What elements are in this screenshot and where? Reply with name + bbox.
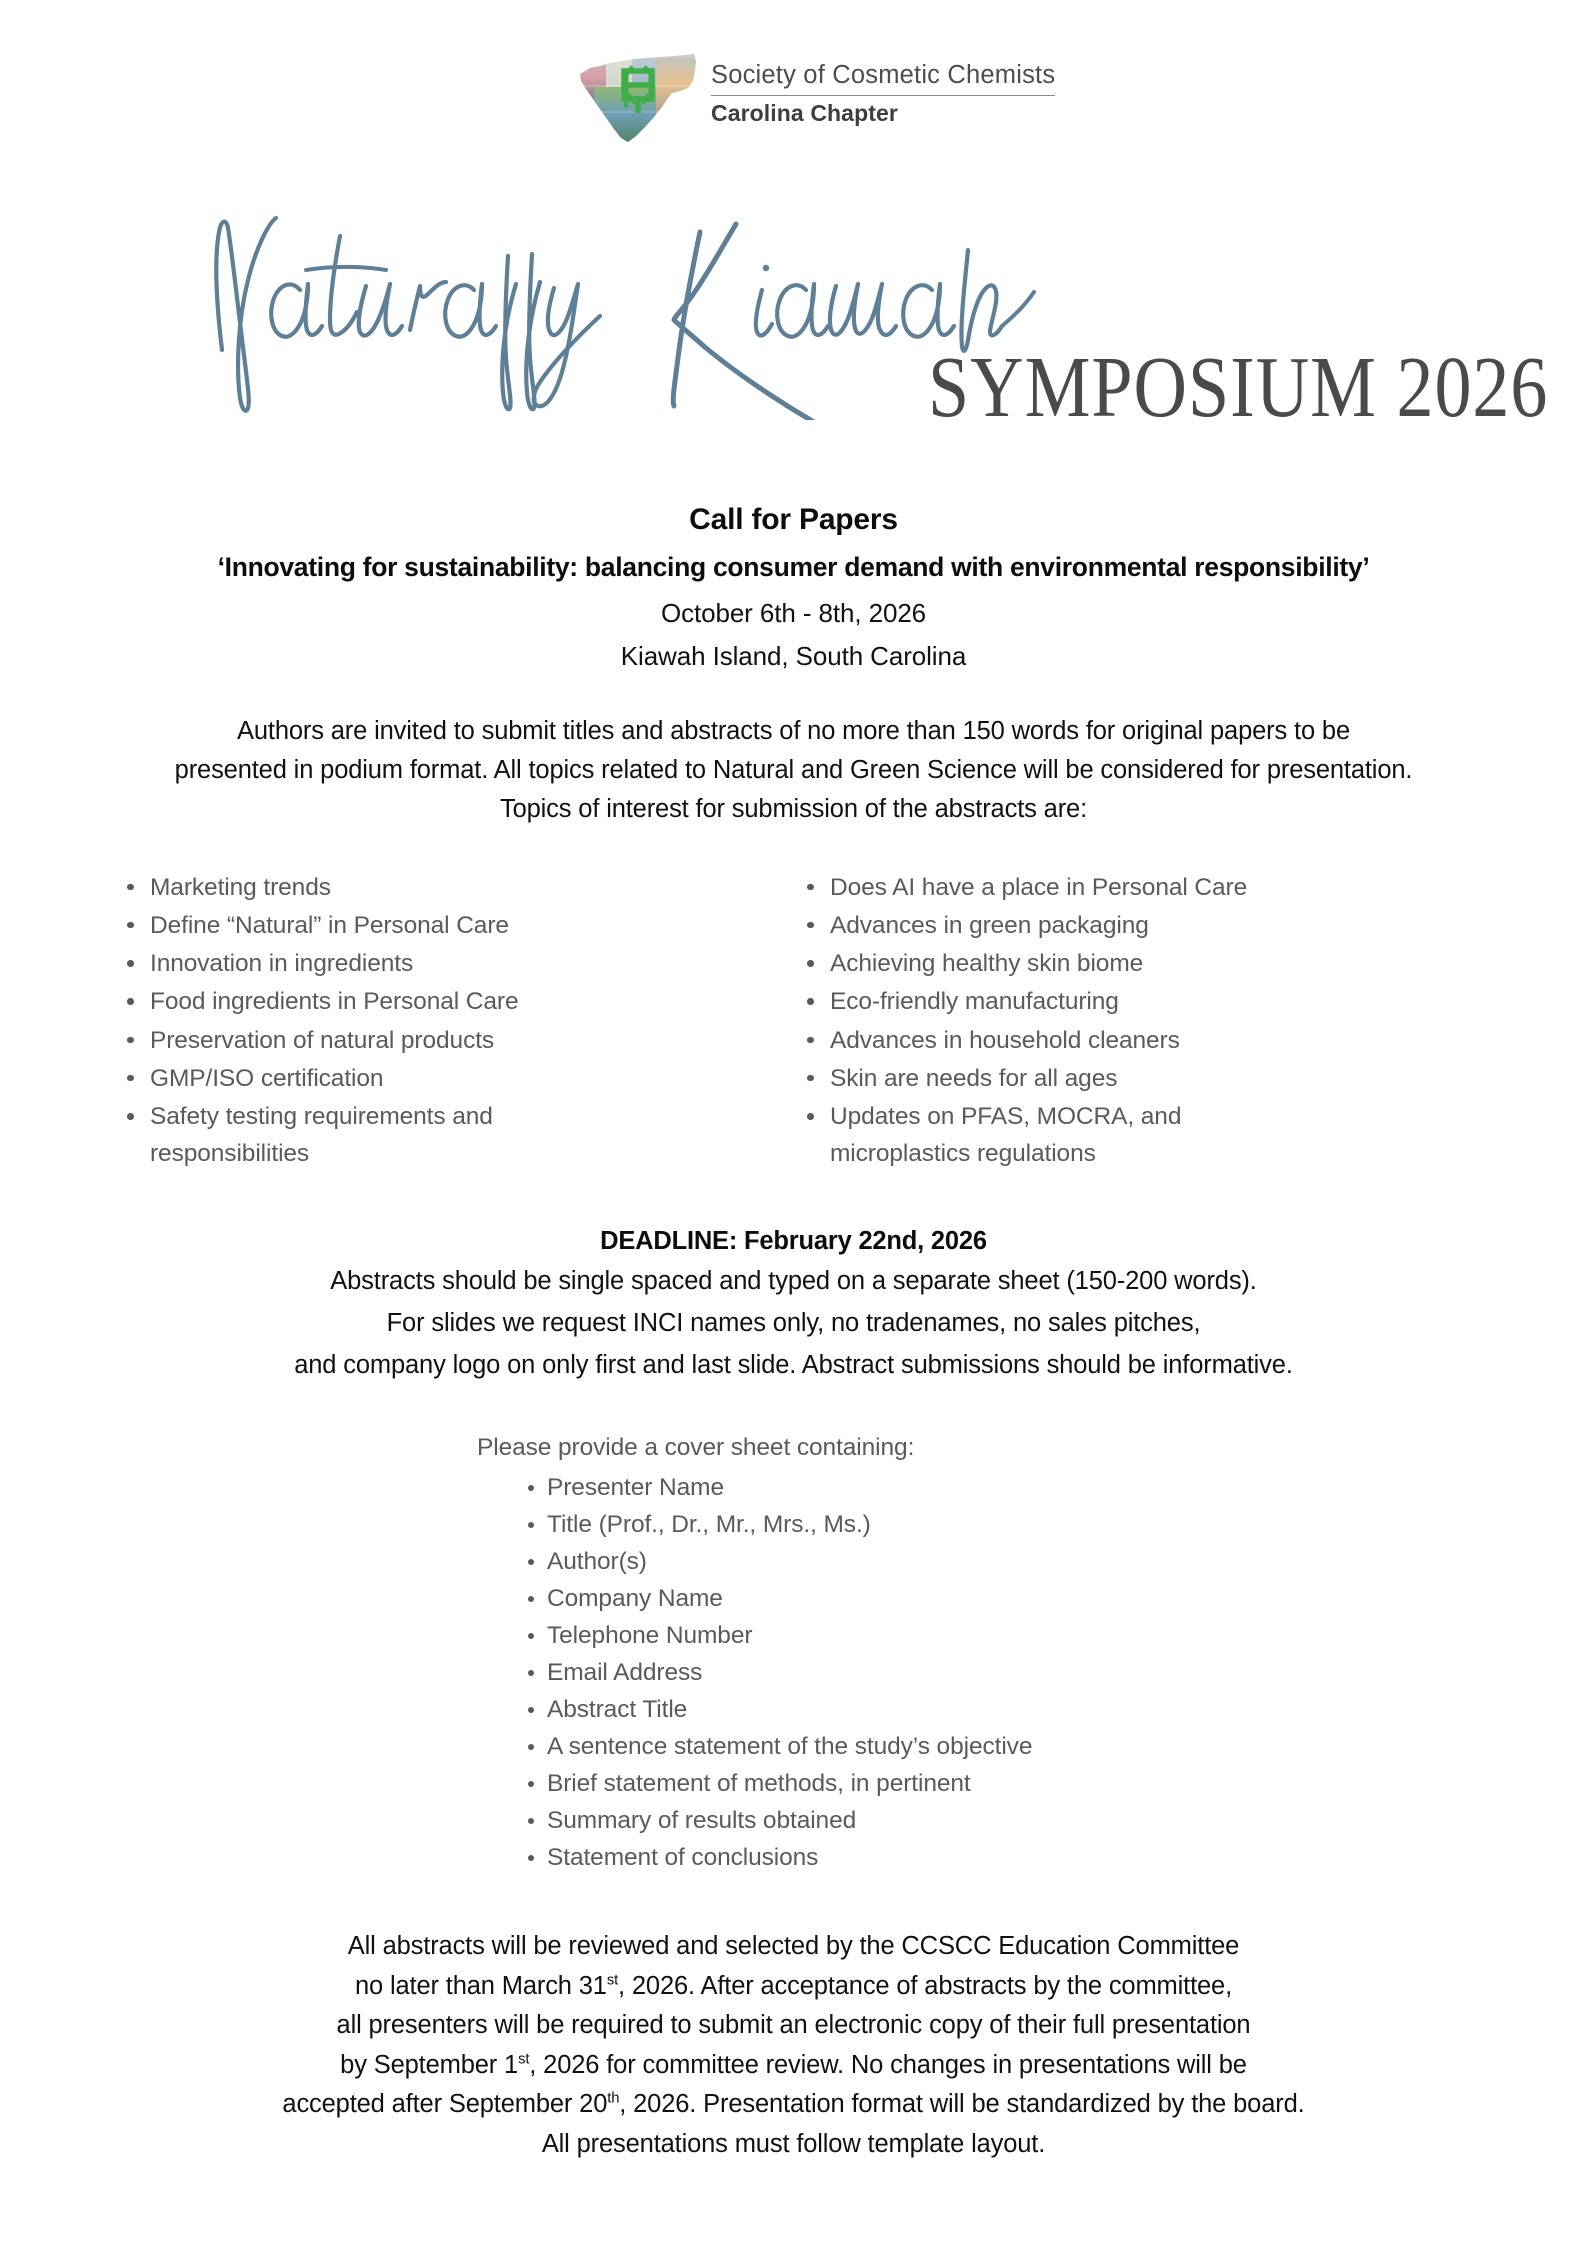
deadline-line-1: Abstracts should be single spaced and typed on a separate sheet (150-200 words).: [330, 1267, 1257, 1296]
closing-line-5-b: , 2026. Presentation format will be standardized by the board.: [619, 2090, 1305, 2119]
symposium-year-text: SYMPOSIUM 2026: [928, 338, 1549, 420]
list-item: Innovation in ingredients: [118, 945, 598, 982]
cover-sheet-section: [0, 1430, 1587, 1877]
ordinal-suffix: th: [607, 2090, 620, 2107]
review-process-paragraph: [0, 1927, 1587, 2164]
closing-line-1: All abstracts will be reviewed and selected by the CCSCC Education Committee: [347, 1932, 1240, 1961]
deadline-section: [0, 1224, 1587, 1385]
closing-line-2: [60, 1967, 1527, 2007]
intro-paragraph: [0, 712, 1587, 828]
list-item: Skin are needs for all ages: [798, 1060, 1278, 1097]
list-item: A sentence statement of the study’s objective: [521, 1729, 1587, 1766]
closing-line-2-b: , 2026. After acceptance of abstracts by the committee,: [618, 1971, 1233, 2000]
closing-line-4-a: by September 1: [340, 2050, 519, 2079]
logo-wordmark: [711, 59, 1055, 126]
intro-line-3: Topics of interest for submission of the abstracts are:: [499, 794, 1088, 823]
closing-line-6: All presentations must follow template layout.: [541, 2129, 1046, 2158]
list-item: Summary of results obtained: [521, 1803, 1587, 1840]
closing-line-5: [60, 2085, 1527, 2125]
ordinal-suffix: st: [606, 1972, 619, 1989]
list-item: Author(s): [521, 1544, 1587, 1581]
list-item: Does AI have a place in Personal Care: [798, 869, 1278, 906]
list-item: Define “Natural” in Personal Care: [118, 907, 598, 944]
carolinas-map-collage-logo-icon: [576, 41, 701, 146]
deadline-title: DEADLINE: February 22nd, 2026: [600, 1226, 987, 1255]
list-item: Advances in green packaging: [798, 907, 1278, 944]
list-item: Telephone Number: [521, 1618, 1587, 1655]
list-item: Brief statement of methods, in pertinent: [521, 1766, 1587, 1803]
closing-line-4: [60, 2046, 1527, 2086]
list-item: Eco-friendly manufacturing: [798, 983, 1278, 1020]
list-item: Marketing trends: [118, 869, 598, 906]
list-item: Email Address: [521, 1655, 1587, 1692]
list-item: Food ingredients in Personal Care: [118, 983, 598, 1020]
deadline-line-3: and company logo on only first and last slide. Abstract submissions should be informative.: [294, 1350, 1293, 1379]
logo-org-name: Society of Cosmetic Chemists: [711, 61, 1056, 90]
list-item: Updates on PFAS, MOCRA, and microplastics regulations: [798, 1098, 1278, 1172]
list-item: Presenter Name: [521, 1470, 1587, 1507]
list-item: Advances in household cleaners: [798, 1022, 1278, 1059]
event-hero-title: [0, 140, 1587, 420]
closing-line-3: all presenters will be required to submit an electronic copy of their full presentation: [336, 2011, 1251, 2040]
theme-subtitle: ‘Innovating for sustainability: balancing consumer demand with environmental responsibility’: [217, 552, 1370, 582]
list-item: Safety testing requirements and responsibilities: [118, 1098, 598, 1172]
list-item: GMP/ISO certification: [118, 1060, 598, 1097]
logo-divider: [711, 95, 1055, 97]
topics-column-right: [798, 869, 1278, 1174]
closing-line-5-a: accepted after September 20: [282, 2090, 608, 2119]
list-item: Statement of conclusions: [521, 1840, 1587, 1877]
intro-line-2: presented in podium format. All topics related to Natural and Green Science will be considered for presentation.: [174, 756, 1413, 785]
list-item: Company Name: [521, 1581, 1587, 1618]
deadline-line-2: For slides we request INCI names only, no tradenames, no sales pitches,: [386, 1308, 1201, 1337]
cover-sheet-list: [477, 1470, 1587, 1877]
list-item: Title (Prof., Dr., Mr., Mrs., Ms.): [521, 1507, 1587, 1544]
list-item: Preservation of natural products: [118, 1022, 598, 1059]
list-item: Abstract Title: [521, 1692, 1587, 1729]
ordinal-suffix: st: [518, 2051, 530, 2068]
topics-column-left: [118, 869, 598, 1174]
topics-list-right: [798, 869, 1278, 1173]
logo-chapter-name: Carolina Chapter: [711, 100, 898, 127]
topics-of-interest: [0, 869, 1587, 1174]
closing-line-4-b: , 2026 for committee review. No changes in presentations will be: [529, 2050, 1247, 2079]
intro-line-1: Authors are invited to submit titles and abstracts of no more than 150 words for original papers to be: [237, 717, 1350, 746]
closing-line-2-a: no later than March 31: [354, 1971, 607, 2000]
topics-list-left: [118, 869, 598, 1173]
cover-sheet-heading: Please provide a cover sheet containing:: [477, 1434, 915, 1462]
page-title: Call for Papers: [689, 503, 898, 536]
organization-logo: [576, 38, 1056, 148]
event-location: Kiawah Island, South Carolina: [620, 641, 967, 672]
list-item: Achieving healthy skin biome: [798, 945, 1278, 982]
event-dates: October 6th - 8th, 2026: [660, 598, 927, 629]
document-body: [0, 500, 1587, 2164]
